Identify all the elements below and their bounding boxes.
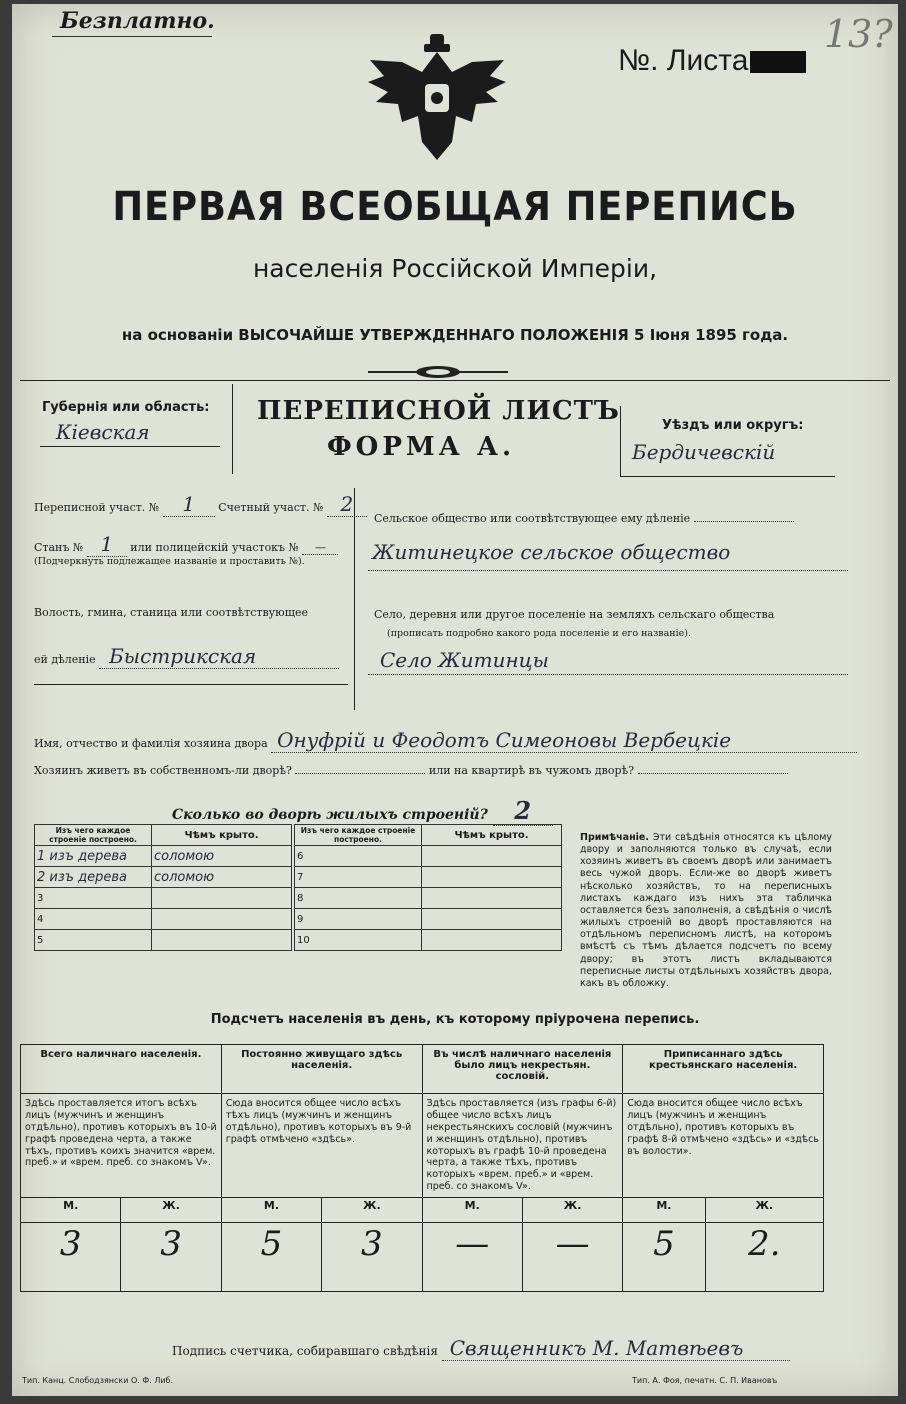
society-dots <box>694 521 794 522</box>
own-yard-value <box>295 773 425 774</box>
left-underline <box>34 684 348 685</box>
row-6-material: 6 <box>295 846 422 867</box>
count-area-value: 2 <box>327 492 367 517</box>
main-title: ПЕРВАЯ ВСЕОБЩАЯ ПЕРЕПИСЬ <box>112 184 798 230</box>
row-6-roof <box>422 846 562 867</box>
province-label: Губернія или область: <box>42 400 210 415</box>
pop-col-2-desc: Сюда вносится общее число всѣхъ тѣхъ лицъ (мужчинъ и женщинъ отдѣльно), противъ которыхъ въ 9-й графѣ отмѣчено «здѣсь». <box>221 1094 422 1198</box>
population-table <box>20 1044 824 1292</box>
col-material-2: Изъ чего каждое строеніе построено. <box>295 825 422 846</box>
pop-col-4-desc: Сюда вносится общее число всѣхъ лицъ (мужчинъ и женщинъ отдѣльно), противъ которыхъ въ графѣ 8-й отмѣчено «здѣсь» и «здѣсь въ волости». <box>623 1094 824 1198</box>
row-1-material <box>35 846 152 867</box>
population-headers <box>21 1045 824 1094</box>
stan-line <box>34 532 338 557</box>
imperial-eagle-icon <box>362 32 512 167</box>
printer-left: Тип. Канц. Слободзянски О. Ф. Либ. <box>22 1376 174 1385</box>
row-7-roof <box>422 867 562 888</box>
row-10-roof <box>422 930 562 951</box>
pop-col-3-desc: Здѣсь проставляется (изъ графы 6-й) общее число всѣхъ лицъ некрестьянскихъ сословій (мужчинъ и женщинъ отдѣльно), противъ которыхъ въ графѣ 10-й проведена черта, а также тѣхъ, противъ которыхъ «врем. преб.» и «врем. преб. со знакомъ V». <box>422 1094 623 1198</box>
signature-value: Священникъ М. Матвѣевъ <box>442 1336 790 1361</box>
printer-right: Тип. А. Фоя, печатн. С. П. Ивановъ <box>632 1376 778 1385</box>
pop-col-3-header: Въ числѣ наличнаго населенія было лицъ некрестьян. сословій. <box>422 1045 623 1094</box>
buildings-line <box>172 796 553 826</box>
owner-name-label: Имя, отчество и фамилія хозяина двора <box>34 737 268 750</box>
buildings-table-left <box>34 824 292 951</box>
table-row <box>295 867 562 888</box>
basis-line: на основаніи ВЫСОЧАЙШЕ УТВЕРЖДЕННАГО ПОЛОЖЕНІЯ 5 Іюня 1895 года. <box>121 326 789 344</box>
province-value: Кіевская <box>56 420 150 444</box>
row-4-roof <box>152 909 292 930</box>
table-row <box>35 867 292 888</box>
row-3-material: 3 <box>35 888 152 909</box>
subtitle: населенія Россійской Имперіи, <box>252 254 658 283</box>
village-label: Село, деревня или другое поселеніе на земляхъ сельскаго общества <box>374 608 775 621</box>
pop-2-m-label: М. <box>221 1198 321 1223</box>
free-label: Безплатно. <box>60 8 215 34</box>
pop-1-f-value: 3 <box>121 1223 221 1292</box>
pop-1-f-label: Ж. <box>121 1198 221 1223</box>
buildings-table-right <box>294 824 562 951</box>
village-value: Село Житинцы <box>380 648 549 672</box>
pop-2-f-label: Ж. <box>322 1198 422 1223</box>
volost-line <box>34 644 339 669</box>
row-1-roof: соломою <box>152 846 292 867</box>
redaction-blot <box>750 51 806 73</box>
village-note: (прописать подробно какого рода поселеніе и его названіе). <box>387 628 691 639</box>
row-1-material-value: изъ дерева <box>49 848 127 864</box>
stan-value: 1 <box>87 532 127 557</box>
sheet-number-text: №. Листа <box>618 44 749 77</box>
pop-col-1-desc: Здѣсь проставляется итогъ всѣхъ лицъ (мужчинъ и женщинъ отдѣльно), противъ которыхъ въ 10-й графѣ проведена черта, а также тѣхъ, противъ коихъ значится «врем. преб.» и «врем. преб. со знакомъ V». <box>21 1094 222 1198</box>
col-roof: Чѣмъ крыто. <box>152 825 292 846</box>
rule-top <box>20 380 890 381</box>
buildings-table-right-header <box>295 825 562 846</box>
volost-label-2: ей дѣленіе <box>34 653 96 666</box>
pop-3-f-value: — <box>522 1223 622 1292</box>
society-value: Житинецкое сельское общество <box>372 540 731 564</box>
police-note: (Подчеркнуть подлежащее названіе и проставить №). <box>34 556 305 567</box>
signature-label: Подпись счетчика, собиравшаго свѣдѣнія <box>172 1344 438 1358</box>
table-row <box>295 930 562 951</box>
count-area-label: Счетный участ. № <box>218 501 324 514</box>
population-values <box>21 1223 824 1292</box>
census-form-page <box>12 4 898 1396</box>
population-title: Подсчетъ населенія въ день, къ которому пріурочена перепись. <box>210 1012 700 1027</box>
pop-4-f-value: 2. <box>705 1223 823 1292</box>
rule-v1 <box>232 384 233 474</box>
row-5-roof <box>152 930 292 951</box>
row-3-roof <box>152 888 292 909</box>
census-area-label: Переписной участ. № <box>34 501 160 514</box>
sheet-number-label <box>618 44 806 78</box>
table-row <box>35 888 292 909</box>
population-mf-labels <box>21 1198 824 1223</box>
sheet-number-handwritten: 13? <box>824 12 893 56</box>
table-row <box>295 888 562 909</box>
row-9-material: 9 <box>295 909 422 930</box>
village-underline <box>368 674 848 675</box>
note-label: Примѣчаніе. <box>580 832 649 843</box>
buildings-table-left-header <box>35 825 292 846</box>
pop-1-m-label: М. <box>21 1198 121 1223</box>
table-row <box>35 909 292 930</box>
table-row <box>35 846 292 867</box>
pop-col-2-header: Постоянно живущаго здѣсь населенія. <box>221 1045 422 1094</box>
stan-label: Станъ № <box>34 541 84 554</box>
row-2-material <box>35 867 152 888</box>
volost-label: Волость, гмина, станица или соотвѣтствующее <box>34 606 308 619</box>
district-value: Бердичевскій <box>632 440 776 464</box>
census-area-line <box>34 492 367 517</box>
pop-4-f-label: Ж. <box>705 1198 823 1223</box>
pop-2-m-value: 5 <box>221 1223 321 1292</box>
row-7-material: 7 <box>295 867 422 888</box>
row-2-roof: соломою <box>152 867 292 888</box>
province-underline <box>40 446 220 447</box>
buildings-value: 2 <box>493 796 553 826</box>
row-1-n: 1 <box>37 848 46 864</box>
col-material: Изъ чего каждое строеніе построено. <box>35 825 152 846</box>
owner-name-value: Онуфрій и Феодотъ Симеоновы Вербецкіе <box>271 728 857 753</box>
sheet-title: ПЕРЕПИСНОЙ ЛИСТЪ <box>257 396 620 426</box>
own-yard-label: Хозяинъ живетъ въ собственномъ-ли дворѣ? <box>34 764 292 777</box>
pop-4-m-label: М. <box>623 1198 705 1223</box>
table-row <box>35 930 292 951</box>
note-block <box>580 832 832 990</box>
pop-4-m-value: 5 <box>623 1223 705 1292</box>
note-text: Эти свѣдѣнія относятся къ цѣлому двору и заполняются только въ случаѣ, если хозяинъ живетъ въ своемъ дворѣ или занимаетъ весь чужой дворъ. Если-же во дворѣ живетъ нѣсколько хозяйствъ, то на переписныхъ листахъ каждаго изъ нихъ эта табличка оставляется безъ заполненія, а свѣдѣнія о числѣ жилыхъ строеній во дворѣ проставляются на отдѣльномъ переписномъ листѣ, на которомъ вмѣстѣ съ тѣмъ дѣлается подсчетъ по всему двору; въ этотъ листъ вкладываются переписные листы отдѣльныхъ хозяйствъ двора, какъ въ обложку. <box>580 832 832 989</box>
pop-3-m-value: — <box>422 1223 522 1292</box>
pop-col-4-header: Приписаннаго здѣсь крестьянскаго населенія. <box>623 1045 824 1094</box>
signature-line <box>172 1336 790 1361</box>
pop-col-1-header: Всего наличнаго населенія. <box>21 1045 222 1094</box>
buildings-label: Сколько во дворѣ жилыхъ строеній? <box>172 807 488 823</box>
free-underline <box>52 36 212 37</box>
district-label: Уѣздъ или округъ: <box>662 418 804 433</box>
pop-1-m-value: 3 <box>21 1223 121 1292</box>
row-4-material: 4 <box>35 909 152 930</box>
table-row <box>295 846 562 867</box>
ornament-divider-icon <box>368 365 508 379</box>
pop-3-f-label: Ж. <box>522 1198 622 1223</box>
census-area-value: 1 <box>163 492 215 517</box>
row-8-material: 8 <box>295 888 422 909</box>
row-8-roof <box>422 888 562 909</box>
rent-value <box>638 773 788 774</box>
owner-line <box>34 728 857 753</box>
rule-v2 <box>354 488 355 710</box>
police-value: — <box>302 541 338 555</box>
row-5-material: 5 <box>35 930 152 951</box>
pop-2-f-value: 3 <box>322 1223 422 1292</box>
police-label: или полицейскій участокъ № <box>130 541 299 554</box>
pop-3-m-label: М. <box>422 1198 522 1223</box>
row-9-roof <box>422 909 562 930</box>
form-title: ФОРМА А. <box>327 432 516 462</box>
society-underline <box>368 570 848 571</box>
yard-line <box>34 764 788 777</box>
population-descriptions <box>21 1094 824 1198</box>
row-10-material: 10 <box>295 930 422 951</box>
society-label: Сельское общество или соотвѣтствующее ему дѣленіе <box>374 512 691 525</box>
volost-value: Быстрикская <box>99 644 339 669</box>
table-row <box>295 909 562 930</box>
society-line <box>374 512 794 525</box>
row-2-n: 2 <box>37 869 46 885</box>
col-roof-2: Чѣмъ крыто. <box>422 825 562 846</box>
row-2-material-value: изъ дерева <box>49 869 127 885</box>
rent-label: или на квартирѣ въ чужомъ дворѣ? <box>428 764 635 777</box>
